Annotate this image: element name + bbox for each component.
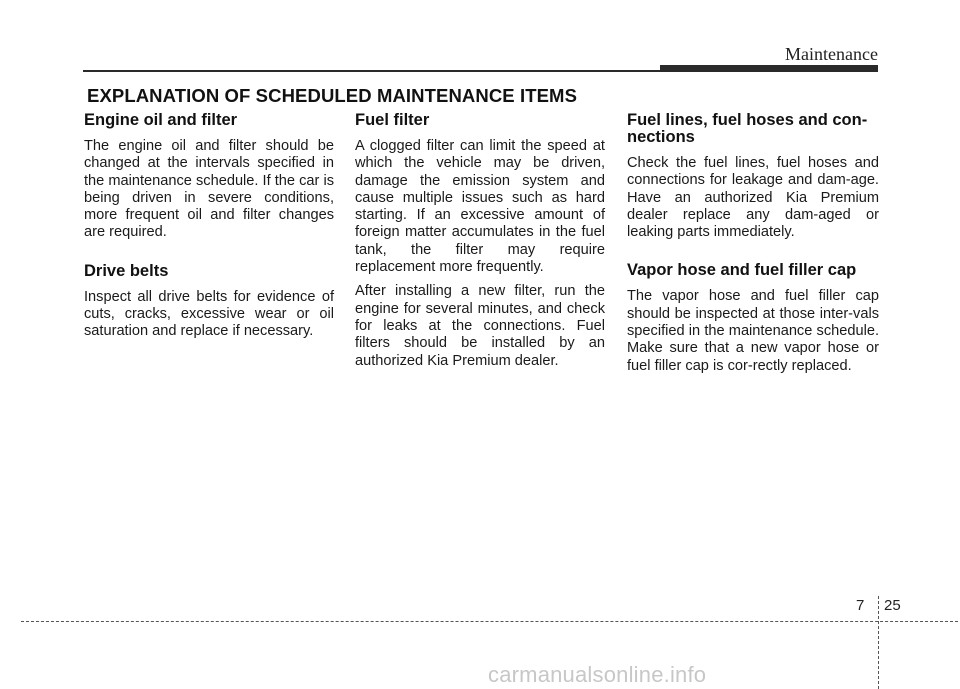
footer-dashed-rule: [21, 621, 958, 622]
paragraph-fuel-filter-2: After installing a new filter, run the engine for several minutes, and check for leaks at the connections. Fuel filters should be installed by an authorized Kia Premium dealer.: [355, 283, 605, 369]
column-2: [355, 112, 605, 377]
spacer: [84, 249, 334, 263]
column-1: [84, 112, 334, 348]
heading-drive-belts: Drive belts: [84, 261, 169, 280]
footer-vertical-rule: [878, 596, 879, 689]
heading-fuel-lines: Fuel lines, fuel hoses and con-nections: [627, 111, 868, 146]
chapter-number: 7: [856, 597, 865, 614]
spacer: [627, 248, 879, 262]
header-rule-thin: [83, 70, 663, 72]
page-title: EXPLANATION OF SCHEDULED MAINTENANCE ITEMS: [87, 85, 578, 106]
paragraph-engine-oil: The engine oil and filter should be changed at the intervals specified in the maintenance schedule. If the car is being driven in severe conditions, more frequent oil and filter changes are required.: [84, 138, 334, 241]
heading-engine-oil: Engine oil and filter: [84, 111, 238, 129]
section-header: Maintenance: [785, 44, 878, 64]
watermark: carmanualsonline.info: [488, 662, 707, 687]
column-3: [627, 112, 879, 382]
paragraph-fuel-filter-1: A clogged filter can limit the speed at which the vehicle may be driven, damage the emission system and cause multiple issues such as hard starting. If an excessive amount of foreign matter accumulates in the fuel tank, the filter may require replacement more frequently.: [355, 138, 605, 276]
heading-vapor-hose: Vapor hose and fuel filler cap: [627, 261, 857, 280]
paragraph-drive-belts: Inspect all drive belts for evidence of cuts, cracks, excessive wear or oil saturation and replace if necessary.: [84, 288, 334, 340]
paragraph-vapor-hose: The vapor hose and fuel filler cap should be inspected at those inter-vals specified in the maintenance schedule. Make sure that a new vapor hose or fuel filler cap is cor-rectly replaced.: [627, 288, 879, 374]
page-number: 25: [884, 597, 901, 614]
header-rule-thick: [660, 65, 878, 72]
paragraph-fuel-lines: Check the fuel lines, fuel hoses and connections for leakage and dam-age. Have an authorized Kia Premium dealer replace any dam-aged or leaking parts immediately.: [627, 155, 879, 241]
heading-fuel-filter: Fuel filter: [355, 111, 430, 129]
